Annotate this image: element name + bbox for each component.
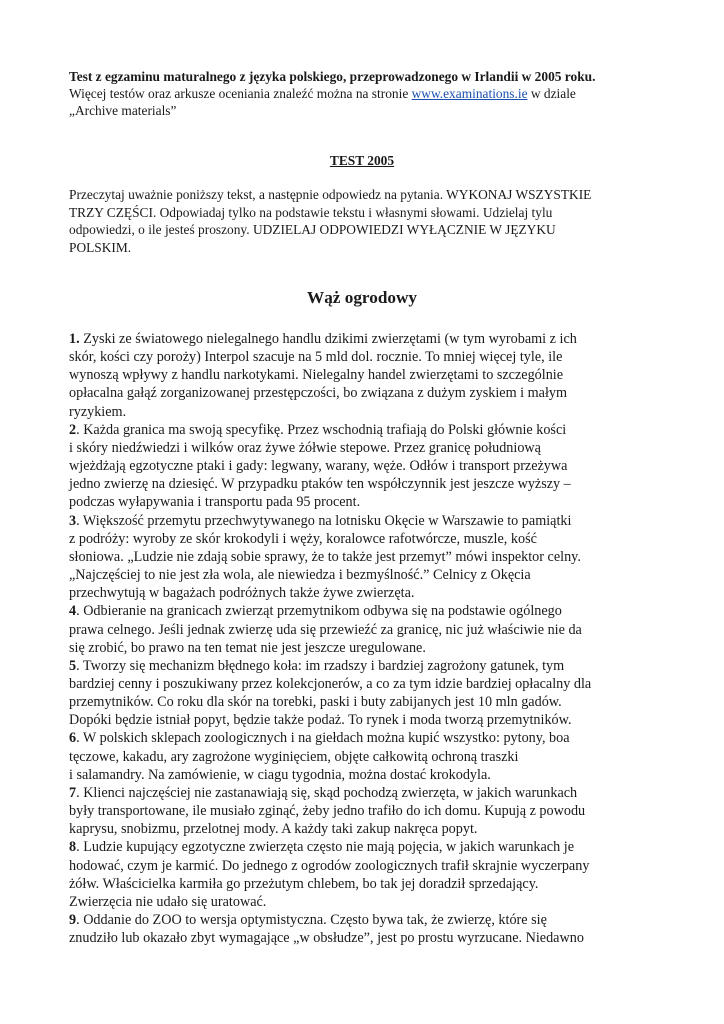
paragraph-text: się zrobić, bo prawo na ten temat nie jest jeszcze uregulowane.	[69, 639, 426, 656]
paragraph-line	[69, 639, 655, 657]
paragraph-text: tęczowe, kakadu, ary zagrożone wyginięciem, objęte całkowitą ochroną traszki	[69, 748, 519, 765]
paragraph-text: bardziej cenny i poszukiwany przez kolekcjonerów, a co za tym idzie bardziej opłacalny dla	[69, 675, 592, 692]
paragraph-line	[69, 584, 655, 602]
article-paragraph	[69, 421, 655, 512]
paragraph-text: podczas wyłapywania i transportu pada 95 procent.	[69, 494, 361, 511]
paragraph-line	[69, 875, 655, 893]
paragraph-line	[69, 657, 655, 675]
article-body	[69, 330, 655, 947]
paragraph-line	[69, 602, 655, 620]
header-more-suffix: w dziale	[530, 86, 576, 102]
paragraph-line	[69, 403, 655, 421]
paragraph-number: 1.	[69, 331, 80, 347]
paragraph-number: 9	[69, 912, 77, 928]
paragraph-line	[69, 530, 655, 548]
paragraph-line	[69, 929, 655, 947]
instructions-line: Przeczytaj uważnie poniższy tekst, a następnie odpowiedz na pytania. WYKONAJ WSZYSTKIE	[69, 187, 592, 202]
paragraph-text: jedno zwierzę na dziesięć. W przypadku ptaków ten współczynnik jest jeszcze wyższy –	[69, 476, 571, 493]
paragraph-text: . Odbieranie na granicach zwierząt przemytnikom odbywa się na podstawie ogólnego	[76, 603, 562, 620]
paragraph-line	[69, 366, 655, 384]
paragraph-number: 2	[69, 421, 77, 438]
paragraph-text: z podróży: wyroby ze skór krokodyli i węży, koralowce rafotwórcze, muszle, kość	[69, 530, 537, 547]
paragraph-line	[69, 820, 655, 838]
header-more-line	[69, 85, 669, 102]
paragraph-text: . Tworzy się mechanizm błędnego koła: im rzadszy i bardziej zagrożony gatunek, tym	[76, 657, 565, 674]
paragraph-line	[69, 893, 655, 911]
paragraph-text: . Większość przemytu przechwytywanego na lotnisku Okęcie w Warszawie to pamiątki	[76, 512, 572, 529]
paragraph-line	[69, 475, 655, 493]
paragraph-text: wjeżdżają egzotyczne ptaki i gady: legwany, warany, węże. Odłów i transport przeżywa	[69, 458, 568, 475]
article-title: Wąż ogrodowy	[307, 288, 417, 307]
instructions-line: odpowiedzi, o ile jesteś proszony. UDZIELAJ ODPOWIEDZI WYŁĄCZNIE W JĘZYKU	[69, 222, 556, 238]
paragraph-text: . Oddanie do ZOO to wersja optymistyczna. Często bywa tak, że zwierzę, które się	[76, 912, 547, 928]
paragraph-line	[69, 748, 655, 766]
header-archive: „Archive materials”	[69, 103, 177, 119]
header-title: Test z egzaminu maturalnego z języka polskiego, przeprowadzonego w Irlandii w 2005 roku.	[69, 69, 596, 84]
paragraph-line	[69, 911, 655, 929]
article-paragraph	[69, 838, 655, 911]
paragraph-text: i skóry niedźwiedzi i wilków oraz żywe żółwie stepowe. Przez granicę południową	[69, 439, 541, 456]
paragraph-line	[69, 439, 655, 457]
paragraph-text: „Najczęściej to nie jest zła wola, ale niewiedza i bezmyślność.” Celnicy z Okęcia	[69, 567, 531, 584]
paragraph-line	[69, 512, 655, 530]
paragraph-line	[69, 621, 655, 639]
paragraph-line	[69, 675, 655, 693]
paragraph-text: ryzykiem.	[69, 403, 127, 420]
paragraph-text: Zwierzęcia nie udało się uratować.	[69, 893, 267, 910]
article-paragraph	[69, 729, 655, 783]
paragraph-number: 8	[69, 839, 77, 856]
paragraph-text: opłacalna gałąź zorganizowanej przestępczości, bo związana z dużym zyskiem i małym	[69, 385, 568, 402]
paragraph-line	[69, 457, 655, 475]
header-more-prefix: Więcej testów oraz arkusze oceniania znaleźć można na stronie	[69, 86, 409, 102]
paragraph-line	[69, 421, 655, 439]
paragraph-text: prawa celnego. Jeśli jednak zwierzę uda się przewieźć za granicę, nic już właściwie nie da	[69, 621, 582, 638]
paragraph-text: . W polskich sklepach zoologicznych i na giełdach można kupić wszystko: pytony, boa	[76, 730, 570, 747]
paragraph-number: 7	[69, 784, 77, 801]
instructions	[69, 186, 661, 256]
paragraph-line	[69, 384, 655, 402]
paragraph-text: przemytników. Co roku dla skór na torebki, paski i buty zabijanych jest 10 mln gadów.	[69, 694, 562, 711]
paragraph-text: słoniowa. „Ludzie nie zdają sobie sprawy, że to także jest przemyt” mówi inspektor celny.	[69, 548, 581, 565]
paragraph-number: 3	[69, 512, 77, 529]
paragraph-line	[69, 838, 655, 856]
instructions-line: POLSKIM.	[69, 239, 132, 255]
examinations-link[interactable]: www.examinations.ie	[411, 86, 528, 102]
article-paragraph	[69, 602, 655, 656]
paragraph-line	[69, 330, 655, 348]
test-title: TEST 2005	[329, 153, 395, 168]
paragraph-text: znudziło lub okazało zbyt wymagające „w obsłudze”, jest po prostu wyrzucane. Niedawno	[69, 930, 584, 947]
paragraph-text: Dopóki będzie istniał popyt, będzie także podaż. To rynek i moda tworzą przemytników.	[69, 712, 572, 729]
paragraph-line	[69, 566, 655, 584]
document-header	[69, 68, 669, 120]
paragraph-text: skór, kości czy poroży) Interpol szacuje na 5 mld dol. rocznie. To mniej więcej tyle, ile	[69, 349, 563, 366]
article-paragraph	[69, 911, 655, 947]
paragraph-line	[69, 711, 655, 729]
paragraph-text: hodować, czym je karmić. Do jednego z ogrodów zoologicznych trafił skrajnie wyczerpany	[69, 857, 590, 874]
paragraph-line	[69, 766, 655, 784]
paragraph-text: . Klienci najczęściej nie zastanawiają się, skąd pochodzą zwierzęta, w jakich warunkach	[76, 784, 578, 801]
paragraph-text: przechwytują w bagażach podróżnych także żywe zwierzęta.	[69, 585, 415, 602]
paragraph-line	[69, 729, 655, 747]
paragraph-text: były transportowane, ile musiało zginąć, żeby jedno trafiło do ich domu. Kupują z powodu	[69, 803, 586, 820]
article-paragraph	[69, 512, 655, 603]
paragraph-line	[69, 493, 655, 511]
paragraph-text: . Każda granica ma swoją specyfikę. Przez wschodnią trafiają do Polski głównie kości	[76, 421, 567, 438]
paragraph-line	[69, 348, 655, 366]
article-paragraph	[69, 784, 655, 838]
paragraph-text: żółw. Właścicielka karmiła go przeżutym chlebem, bo tak jej doradził sprzedający.	[69, 875, 539, 892]
paragraph-text: wynoszą wpływy z handlu narkotykami. Nielegalny handel zwierzętami to szczególnie	[69, 367, 564, 384]
paragraph-line	[69, 857, 655, 875]
article-paragraph	[69, 330, 655, 421]
article-paragraph	[69, 657, 655, 730]
paragraph-number: 6	[69, 730, 77, 747]
paragraph-line	[69, 784, 655, 802]
paragraph-text: i salamandry. Na zamówienie, w ciagu tygodnia, można dostać krokodyla.	[69, 766, 491, 783]
paragraph-text: . Ludzie kupujący egzotyczne zwierzęta często nie mają pojęcia, w jakich warunkach je	[76, 839, 574, 856]
paragraph-line	[69, 802, 655, 820]
instructions-line: TRZY CZĘŚCI. Odpowiadaj tylko na podstawie tekstu i własnymi słowami. Udzielaj tylu	[69, 204, 553, 220]
paragraph-line	[69, 693, 655, 711]
paragraph-number: 5	[69, 657, 77, 674]
paragraph-text: kaprysu, snobizmu, przelotnej mody. A każdy taki zakup nakręca popyt.	[69, 821, 478, 838]
paragraph-number: 4	[69, 603, 77, 620]
paragraph-line	[69, 548, 655, 566]
paragraph-text: Zyski ze światowego nielegalnego handlu dzikimi zwierzętami (w tym wyrobami z ich	[83, 331, 577, 347]
